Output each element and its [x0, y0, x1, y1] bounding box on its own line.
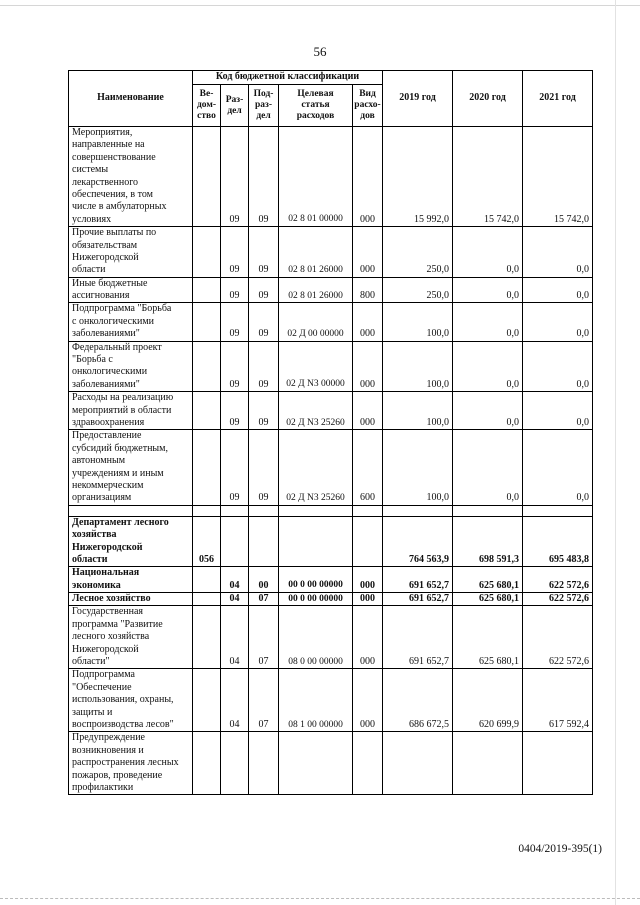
row-amount-2019: 100,0 [383, 392, 453, 430]
row-expense-type: 000 [353, 127, 383, 227]
row-razdel: 04 [221, 567, 249, 593]
spacer-cell [193, 505, 221, 516]
table-row [69, 732, 593, 795]
row-podrazdel: 07 [249, 593, 279, 606]
row-podrazdel: 07 [249, 669, 279, 732]
row-name: Лесное хозяйство [69, 593, 193, 606]
row-target-article: 02 8 01 26000 [279, 227, 353, 278]
header-expense-type: Вид расхо- дов [353, 85, 383, 127]
row-podrazdel [249, 732, 279, 795]
row-podrazdel: 09 [249, 227, 279, 278]
spacer-cell [453, 505, 523, 516]
table-row [69, 341, 593, 392]
row-amount-2021: 622 572,6 [523, 567, 593, 593]
spacer-cell [353, 505, 383, 516]
table-row [69, 606, 593, 669]
row-vedomstvo [193, 392, 221, 430]
row-amount-2021: 617 592,4 [523, 669, 593, 732]
row-razdel: 09 [221, 277, 249, 303]
row-vedomstvo [193, 606, 221, 669]
row-vedomstvo [193, 593, 221, 606]
row-amount-2021: 0,0 [523, 277, 593, 303]
document-code: 0404/2019-395(1) [518, 843, 602, 855]
row-name: Подпрограмма "Обеспечение использования, охраны, защиты и воспроизводства лесов" [69, 669, 193, 732]
row-vedomstvo [193, 341, 221, 392]
row-name: Расходы на реализацию мероприятий в области здравоохранения [69, 392, 193, 430]
table-row [69, 430, 593, 505]
scan-edge-bottom [0, 898, 640, 899]
budget-table [68, 70, 593, 795]
table-row [69, 593, 593, 606]
spacer-cell [69, 505, 193, 516]
row-amount-2019: 100,0 [383, 430, 453, 505]
row-amount-2019: 691 652,7 [383, 567, 453, 593]
row-podrazdel: 07 [249, 606, 279, 669]
row-expense-type: 000 [353, 392, 383, 430]
row-amount-2021: 622 572,6 [523, 606, 593, 669]
header-year-2020: 2020 год [453, 71, 523, 127]
spacer-row [69, 505, 593, 516]
row-amount-2019: 100,0 [383, 303, 453, 341]
row-amount-2020: 0,0 [453, 341, 523, 392]
header-vedomstvo: Ве- дом- ство [193, 85, 221, 127]
row-amount-2020: 15 742,0 [453, 127, 523, 227]
row-name: Государственная программа "Развитие лесного хозяйства Нижегородской области" [69, 606, 193, 669]
row-razdel: 04 [221, 593, 249, 606]
header-year-2019: 2019 год [383, 71, 453, 127]
row-podrazdel [249, 516, 279, 567]
spacer-cell [221, 505, 249, 516]
row-amount-2019: 100,0 [383, 341, 453, 392]
row-vedomstvo [193, 430, 221, 505]
row-podrazdel: 09 [249, 392, 279, 430]
table-row [69, 567, 593, 593]
row-amount-2021: 0,0 [523, 430, 593, 505]
row-amount-2020: 625 680,1 [453, 606, 523, 669]
row-name: Национальная экономика [69, 567, 193, 593]
header-target-article: Целевая статья расходов [279, 85, 353, 127]
row-expense-type [353, 516, 383, 567]
row-name: Федеральный проект "Борьба с онкологическими заболеваниями" [69, 341, 193, 392]
row-amount-2020: 0,0 [453, 303, 523, 341]
row-vedomstvo [193, 127, 221, 227]
row-vedomstvo [193, 732, 221, 795]
row-target-article: 02 Д N3 25260 [279, 430, 353, 505]
row-amount-2019: 691 652,7 [383, 593, 453, 606]
row-amount-2021: 0,0 [523, 341, 593, 392]
row-target-article: 08 0 00 00000 [279, 606, 353, 669]
row-name: Предоставление субсидий бюджетным, автономным учреждениям и иным некоммерческим организациям [69, 430, 193, 505]
row-target-article: 02 Д N3 25260 [279, 392, 353, 430]
row-target-article: 02 Д N3 00000 [279, 341, 353, 392]
row-amount-2019: 686 672,5 [383, 669, 453, 732]
table-row [69, 392, 593, 430]
row-podrazdel: 09 [249, 303, 279, 341]
row-amount-2021 [523, 732, 593, 795]
table-row [69, 303, 593, 341]
table-row [69, 669, 593, 732]
row-amount-2021: 0,0 [523, 303, 593, 341]
scan-edge-right [615, 0, 616, 905]
row-expense-type: 000 [353, 341, 383, 392]
table-row [69, 227, 593, 278]
row-name: Предупреждение возникновения и распространения лесных пожаров, проведение профилактики [69, 732, 193, 795]
row-vedomstvo [193, 303, 221, 341]
row-target-article: 08 1 00 00000 [279, 669, 353, 732]
row-vedomstvo [193, 567, 221, 593]
row-razdel: 09 [221, 392, 249, 430]
spacer-cell [523, 505, 593, 516]
row-expense-type: 000 [353, 567, 383, 593]
row-target-article [279, 516, 353, 567]
row-amount-2020: 0,0 [453, 392, 523, 430]
row-expense-type: 000 [353, 593, 383, 606]
row-podrazdel: 09 [249, 341, 279, 392]
row-target-article [279, 732, 353, 795]
row-podrazdel: 09 [249, 430, 279, 505]
row-target-article: 02 8 01 26000 [279, 277, 353, 303]
row-expense-type [353, 732, 383, 795]
row-vedomstvo [193, 277, 221, 303]
header-classification-group: Код бюджетной классификации [193, 71, 383, 85]
spacer-cell [279, 505, 353, 516]
row-podrazdel: 09 [249, 127, 279, 227]
row-razdel [221, 732, 249, 795]
row-amount-2021: 695 483,8 [523, 516, 593, 567]
row-amount-2019: 250,0 [383, 227, 453, 278]
row-vedomstvo [193, 669, 221, 732]
row-razdel [221, 516, 249, 567]
row-amount-2020: 0,0 [453, 430, 523, 505]
row-amount-2019: 15 992,0 [383, 127, 453, 227]
row-vedomstvo: 056 [193, 516, 221, 567]
row-expense-type: 000 [353, 606, 383, 669]
row-razdel: 04 [221, 606, 249, 669]
spacer-cell [383, 505, 453, 516]
row-name: Мероприятия, направленные на совершенствование системы лекарственного обеспечения, в том числе в амбулаторных условиях [69, 127, 193, 227]
row-amount-2021: 622 572,6 [523, 593, 593, 606]
row-target-article: 02 8 01 00000 [279, 127, 353, 227]
row-razdel: 09 [221, 127, 249, 227]
page-number: 56 [313, 44, 327, 59]
row-expense-type: 600 [353, 430, 383, 505]
row-podrazdel: 09 [249, 277, 279, 303]
row-name: Прочие выплаты по обязательствам Нижегородской области [69, 227, 193, 278]
row-amount-2021: 0,0 [523, 227, 593, 278]
row-razdel: 09 [221, 227, 249, 278]
row-vedomstvo [193, 227, 221, 278]
table-row [69, 516, 593, 567]
row-amount-2019: 250,0 [383, 277, 453, 303]
header-podrazdel: Под- раз- дел [249, 85, 279, 127]
row-target-article: 00 0 00 00000 [279, 593, 353, 606]
row-expense-type: 800 [353, 277, 383, 303]
table-row [69, 277, 593, 303]
row-expense-type: 000 [353, 227, 383, 278]
row-amount-2021: 0,0 [523, 392, 593, 430]
row-amount-2019 [383, 732, 453, 795]
row-name: Иные бюджетные ассигнования [69, 277, 193, 303]
row-razdel: 09 [221, 341, 249, 392]
row-amount-2020: 625 680,1 [453, 593, 523, 606]
spacer-cell [249, 505, 279, 516]
row-amount-2020: 0,0 [453, 227, 523, 278]
row-amount-2020 [453, 732, 523, 795]
row-target-article: 02 Д 00 00000 [279, 303, 353, 341]
table-body [69, 127, 593, 795]
row-amount-2019: 764 563,9 [383, 516, 453, 567]
row-amount-2019: 691 652,7 [383, 606, 453, 669]
row-amount-2021: 15 742,0 [523, 127, 593, 227]
scan-edge-top [0, 5, 640, 6]
row-podrazdel: 00 [249, 567, 279, 593]
row-expense-type: 000 [353, 303, 383, 341]
row-amount-2020: 625 680,1 [453, 567, 523, 593]
row-razdel: 09 [221, 303, 249, 341]
row-name: Департамент лесного хозяйства Нижегородской области [69, 516, 193, 567]
header-razdel: Раз- дел [221, 85, 249, 127]
header-year-2021: 2021 год [523, 71, 593, 127]
row-expense-type: 000 [353, 669, 383, 732]
row-razdel: 04 [221, 669, 249, 732]
row-razdel: 09 [221, 430, 249, 505]
row-amount-2020: 620 699,9 [453, 669, 523, 732]
table-header [69, 71, 593, 127]
row-name: Подпрограмма "Борьба с онкологическими заболеваниями" [69, 303, 193, 341]
row-amount-2020: 698 591,3 [453, 516, 523, 567]
row-amount-2020: 0,0 [453, 277, 523, 303]
row-target-article: 00 0 00 00000 [279, 567, 353, 593]
header-name: Наименование [69, 71, 193, 127]
table-row [69, 127, 593, 227]
